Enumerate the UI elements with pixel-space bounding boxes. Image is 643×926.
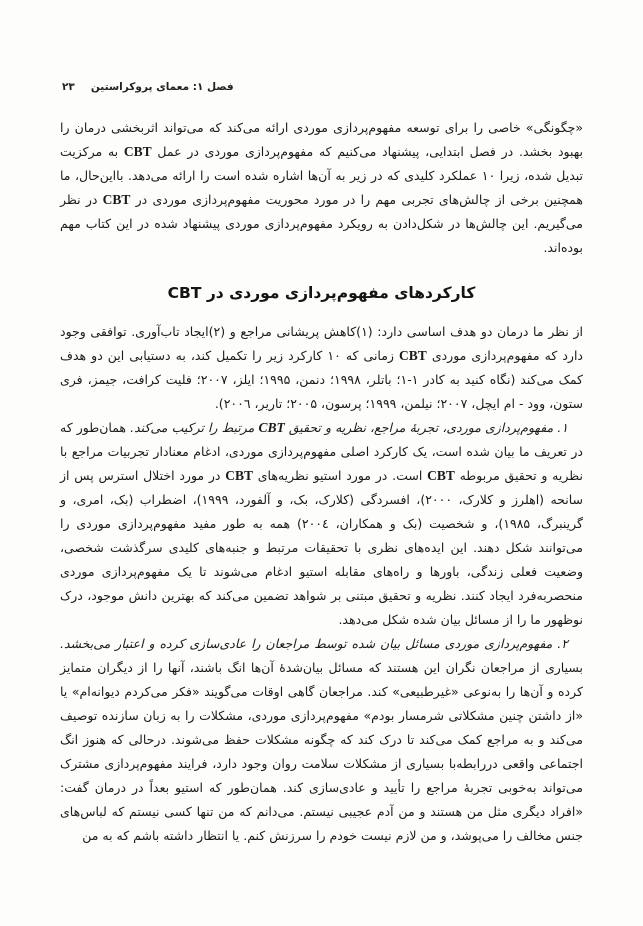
latin-abbreviation: CBT [427, 468, 455, 483]
text-run: زمانی که ۱۰ کارکرد زیر را تکمیل کند، به دستیابی این دو هدف کمک می‌کند (نگاه کنید به کادر ۱-۱؛ باتلر، ۱۹۹۸؛ دنمن، ۱۹۹۵؛ ایلز، ۲۰۰۷؛ فلیت کرافت، جیمز، فری ستون، وود - ام ایچل، ۲۰۰۷؛ نیلمن، ۱۹۹۹؛ پرسون، ۲۰۰۵؛ تاریر، ۲۰۰٦). [56, 348, 583, 411]
page-number: ۲۳ [62, 81, 75, 93]
text-run: همان‌طور که در تعریف ما بیان شده است، یک کارکرد اصلی مفهوم‌پردازی موردی، ادغام معنادار تجربیات مراجع با نظریه و تحقیق مربوطه [56, 420, 583, 483]
text-run: در نظر می‌گیریم. این چالش‌ها در شکل‌دادن به رویکرد مفهوم‌پردازی موردی پیشنهاد شده در این کتاب مهم بوده‌اند. [56, 192, 583, 255]
paragraph [56, 416, 584, 632]
latin-abbreviation: CBT [399, 348, 427, 363]
body-text [56, 116, 584, 848]
text-run: در مورد اختلال استرس پس از سانحه (اهلرز و کلارک، ۲۰۰۰)، افسردگی (کلارک، بک، و آلفورد، ۱۹۹۹)، اضطراب (بک، امری، و گرینبرگ، ۱۹۸۵)، و شخصیت (بک و همکاران، ۲۰۰٤) همه به طور مفید مفهوم‌پردازی موردی را می‌توانند شکل دهند. این ایده‌های نظری با تحقیقات مرتبط و جنبه‌های کلیدی سرگذشت شخصی، وضعیت فعلی زندگی، باورها و راه‌های مقابله استیو ادغام می‌شوند تا یک مفهوم‌پردازی موردی منحصربه‌فرد ایجاد کنند. نظریه و تحقیق مبتنی بر شواهد تضمین می‌کند که بهترین دانش موجود، درک نوظهور ما را از مسائل بیان شده شکل می‌دهد. [56, 468, 584, 627]
page-header [62, 81, 234, 93]
latin-abbreviation: CBT [123, 144, 152, 159]
text-run: از نظر ما درمان دو هدف اساسی دارد: (۱)کاهش پریشانی مراجع و (۲)ایجاد تاب‌آوری. توافقی وجود دارد که مفهوم‌پردازی موردی [56, 324, 583, 363]
text-run: ۱. مفهوم‌پردازی موردی، تجربۀ مراجع، نظریه و تحقیق [284, 420, 568, 435]
paragraph [56, 116, 584, 260]
paragraph [56, 320, 583, 416]
latin-abbreviation: CBT [225, 468, 253, 483]
text-run: است. در مورد استیو نظریه‌های [253, 468, 428, 483]
text-run: مرتبط را ترکیب می‌کند. [130, 420, 259, 435]
chapter-title: فصل ۱: معمای پروکراستین [90, 81, 234, 93]
latin-abbreviation: CBT [258, 420, 285, 435]
text-run: بسیاری از مراجعان نگران این هستند که مسائل بیان‌شدۀ آن‌ها انگ باشند، آنها را از دیگران متمایز کرده و آن‌ها را به‌نوعی «غیرطبیعی» کند. مراجعان گاهی اوقات می‌گویند «فکر می‌کردم دیوانه‌ام» یا «از داشتن چنین مشکلاتی شرمسار بودم» مفهوم‌پردازی موردی، مشکلات را به زبان سازنده توصیف می‌کند و به مراجع کمک می‌کند تا درک کند که چگونه مشکلات حفظ می‌شوند. درحالی که هنوز انگ اجتماعی واقعی دررابطه‌با بسیاری از مشکلات سلامت روان وجود دارد، فرایند مفهوم‌پردازی مشترک می‌تواند به‌خوبی تجربۀ مراجع را تأیید و عادی‌سازی کند. همان‌طور که استیو بعداً در درمان گفت: «افراد دیگری مثل من هستند و من آدم عجیبی نیستم. می‌دانم که من تنها کسی نیستم که لباس‌های جنس مخالف را می‌پوشد، و من لازم نیست خودم را سرزنش کنم. یا انتظار داشته باشم که به من [56, 636, 584, 843]
text-run: ۲. مفهوم‌پردازی موردی مسائل بیان شده توسط مراجعان را عادی‌سازی کرده و اعتبار می‌بخشد. [60, 636, 568, 651]
paragraph [56, 632, 584, 848]
text-run: به مرکزیت تبدیل شده، زیرا ۱۰ عملکرد کلیدی که در زیر به آن‌ها اشاره شده است را ارائه می‌دهد. بااین‌حال، ما همچنین برخی از چالش‌های تجربی مهم را در مورد محوریت مفهوم‌پردازی موردی در [56, 144, 584, 207]
section-heading: کارکردهای مفهوم‌پردازی موردی در CBT [167, 284, 476, 302]
text-run: «چگونگی» خاصی را برای توسعه مفهوم‌پردازی موردی ارائه می‌کند که می‌تواند اثربخشی درمان را بهبود بخشد. در فصل ابتدایی، پیشنهاد می‌کنیم که مفهوم‌پردازی موردی در عمل [56, 120, 583, 159]
latin-abbreviation: CBT [102, 192, 131, 207]
